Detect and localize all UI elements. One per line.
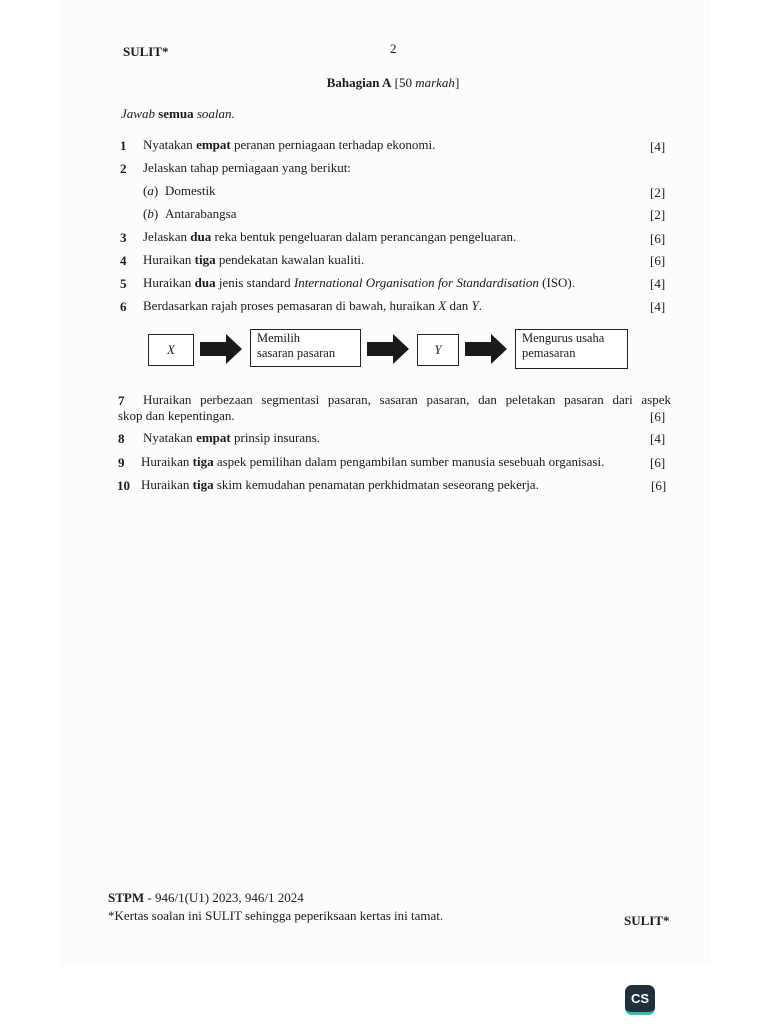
section-marks-open: [50 [391,75,416,90]
question-text-post: pendekatan kawalan kualiti. [215,252,365,267]
diagram-box-line: pemasaran [522,346,576,360]
question-marks: [6] [651,478,667,493]
question-text [143,229,516,245]
question-text [143,298,482,314]
question-text-line: Huraikan perbezaan segmentasi pasaran, sasaran pasaran, dan peletakan pasaran dari aspek [143,392,671,407]
question-marks: [4] [650,276,666,291]
question-keyword: empat [196,137,231,152]
question-text-mid: jenis standard [215,275,294,290]
question-marks: [4] [650,139,666,154]
arrow-right-icon [200,334,242,364]
logo-text: CS [630,991,650,1006]
diagram-box-memilih [250,329,361,367]
diagram-box-line: Memilih [257,331,301,345]
question-number: 10 [117,478,130,493]
question-text-pre: Huraikan [143,275,195,290]
question-text [141,477,539,493]
question-text-pre: Berdasarkan rajah proses pemasaran di bawah, huraikan [143,298,439,313]
question-marks: [2] [650,185,666,200]
camscanner-logo-icon [625,985,655,1015]
question-keyword: empat [196,430,231,445]
arrow-right-icon [465,334,507,364]
question-number: 3 [120,230,127,245]
diagram-box-mengurus [515,329,628,369]
question-text-line: skop dan kepentingan. [118,408,235,423]
question-text-pre: Huraikan [141,454,193,469]
question-text-post: . [478,298,482,313]
subquestion-letter: b [147,206,154,221]
question-number: 4 [120,253,127,268]
header-sulit: SULIT* [123,44,169,59]
subquestion-label: (b) [143,206,159,221]
question-text-post: skim kemudahan penamatan perkhidmatan seseorang pekerja. [213,477,539,492]
question-text-pre: Jelaskan [143,229,191,244]
instruction-part2: semua [158,106,194,121]
section-marks-word: markah [415,75,455,90]
question-number: 6 [120,299,127,314]
question-text [143,137,435,153]
instruction-part3: soalan. [196,106,235,121]
question-text [143,252,364,268]
diagram-box-line: sasaran pasaran [257,346,336,360]
footer-code-rest: - 946/1(U1) 2023, 946/1 2024 [144,890,304,905]
question-text-post: peranan perniagaan terhadap ekonomi. [230,137,436,152]
question-text-italic: X [438,298,447,313]
subquestion-text: Antarabangsa [165,206,237,221]
instruction-part1: Jawab [121,106,155,121]
footer-paper-code [108,890,304,906]
subquestion-letter: a [147,183,154,198]
question-text-pre: Huraikan [141,477,193,492]
subquestion-text: Domestik [165,183,216,198]
question-keyword: dua [194,275,216,290]
question-number: 7 [118,393,125,408]
section-marks-close: ] [454,75,460,90]
subquestion-label: (a) [143,183,159,198]
question-keyword: tiga [192,454,214,469]
question-text-pre: Huraikan [143,252,195,267]
question-marks: [2] [650,207,666,222]
question-text-post: prinsip insurans. [230,430,320,445]
footer-sulit: SULIT* [624,913,670,928]
instruction [121,106,235,122]
question-marks: [6] [650,231,666,246]
footer-code-bold: STPM [108,890,145,905]
question-text-pre: Nyatakan [143,137,197,152]
question-text-post: (ISO). [538,275,576,290]
question-keyword: dua [190,229,212,244]
question-keyword: tiga [194,252,216,267]
question-text-pre: Nyatakan [143,430,197,445]
question-text-italic: International Organisation for Standardisation [293,275,539,290]
diagram-box-line: Mengurus usaha [522,331,605,345]
question-marks: [4] [650,299,666,314]
question-text: Jelaskan tahap perniagaan yang berikut: [143,160,351,175]
diagram-box-x: X [148,334,194,366]
question-marks: [4] [650,431,666,446]
question-text-post: aspek pemilihan dalam pengambilan sumber manusia sesebuah organisasi. [213,454,605,469]
question-text-mid: dan [446,298,472,313]
question-number: 5 [120,276,127,291]
question-marks: [6] [650,409,666,424]
diagram-box-y: Y [417,334,459,366]
page-number: 2 [390,41,397,56]
question-number: 2 [120,161,127,176]
arrow-right-icon [367,334,409,364]
question-text [143,430,320,446]
question-keyword: tiga [192,477,214,492]
section-title [0,75,768,91]
question-marks: [6] [650,455,666,470]
section-title-bold: Bahagian A [326,75,392,90]
question-text [143,275,575,291]
question-number: 1 [120,138,127,153]
question-number: 8 [118,431,125,446]
question-text-italic: Y [471,298,479,313]
question-text-post: reka bentuk pengeluaran dalam perancangan pengeluaran. [211,229,517,244]
footer-note: *Kertas soalan ini SULIT sehingga peperiksaan kertas ini tamat. [108,908,444,923]
question-marks: [6] [650,253,666,268]
question-number: 9 [118,455,125,470]
question-text [141,454,604,470]
